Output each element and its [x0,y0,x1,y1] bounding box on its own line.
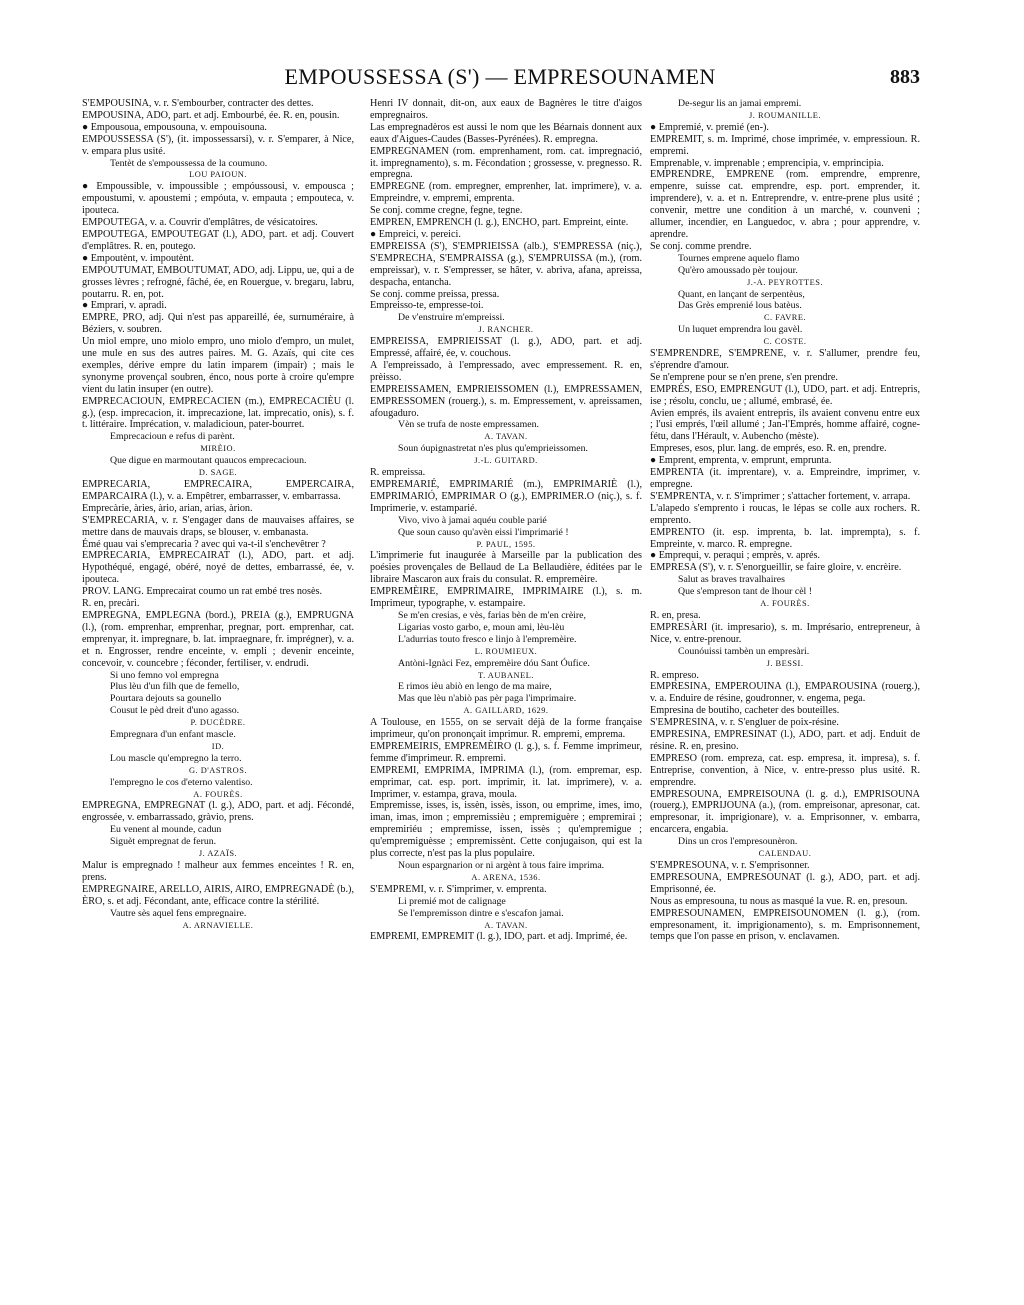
citation-author: J. BESSI. [766,658,804,668]
quotation-line: Dins un cros l'empresounèron. [678,836,798,848]
citation-author: A. ARNAVIELLE. [182,920,254,930]
dictionary-entry: Empresina de boutiho, cacheter des bouteilles. [650,705,840,717]
page-header [80,64,920,94]
quotation-line: Das Grès emprenié lous batèus. [678,300,802,312]
dictionary-entry: Avien emprés, ils avaient entrepris, ils avaient convenu entre eux ; l'usi emprés, l'œil allumé ; Jan-l'Emprés, homme affairé, cogne-fétu, dans l'Hérault, v. Aubencho (mèste). [650,407,920,443]
citation-author: LOU PAIOUN. [189,170,247,180]
citation-author: A. FOURÈS. [760,599,810,609]
dictionary-entry: EMPRECARIA, EMPRECAIRA, EMPERCAIRA, EMPARCAIRA (l.), v. a. Empêtrer, embarrasser, v. embarrassa. [82,479,354,502]
dictionary-entry: EMPRECARIA, EMPRECAIRAT (l.), ADO, part. et adj. Hypothéqué, engagé, obéré, noyé de dettes, embarrassé, ée, v. ipouteca. [82,550,354,586]
dictionary-entry: ● Empreici, v. pereici. [370,228,461,240]
dictionary-entry: EMPREMI, EMPRIMA, IMPRIMA (l.), (rom. empremar, esp. emprimar, cat. esp. port. imprimir, it. lat. imprimere), v. a. Imprimer, v. estampa, grava, moula. [370,764,642,800]
dictionary-entry: EMPRESÀRI (it. impresario), s. m. Imprésario, entrepreneur, à Nice, v. entre-prenour. [650,621,920,645]
dictionary-entry: S'EMPRESOUNA, v. r. S'emprisonner. [650,860,810,871]
quotation-line: Soun óupignastretat n'es plus qu'emprieissomen. [398,443,588,455]
dictionary-entry: EMPRESA (S'), v. r. S'enorgueillir, se faire gloire, v. encrèire. [650,562,902,574]
quotation-line: Emprecacioun e refus di parènt. [110,431,235,443]
dictionary-entry: ● Empousoua, empousouna, v. empouisouna. [82,121,267,133]
quotation-line: Tournes emprene aquelo flamo [678,252,800,264]
quotation-line: Eu venent al mounde, cadun [110,824,222,836]
dictionary-entry: EMPRESOUNA, EMPREISOUNA (l. g. d.), EMPRISOUNA (rouerg.), EMPRIJOUNA (a.), (rom. empreisonar, apresonar, cat. empresonar, it. imprigionare), v. a. Emprisonner, v. embarra, encarcera, engabia. [650,788,920,836]
column-middle [370,98,642,1278]
quotation-line: Empregnara d'un enfant mascle. [110,729,236,741]
dictionary-entry: A Toulouse, en 1555, on se servait déjà de la forme française imprimeur, qu'on prononçait imprimur. R. empremi, emprema. [370,717,642,741]
dictionary-entry: ● Empoussible, v. impoussible ; empóussousi, v. empousca ; empoustumi, v. apoustemi ; empóuta, v. empauta ; empouteca, v. ipouteca. [82,181,354,217]
citation-author: T. AUBANEL. [478,670,534,680]
dictionary-entry: EMPREN, EMPRENCH (l. g.), ENCHO, part. Empreint, einte. [370,217,629,229]
dictionary-entry: Empreisso-te, empresse-toi. [370,300,484,312]
citation-author: J. AZAÏS. [198,849,238,859]
citation-author: D. SAGE. [198,468,238,478]
dictionary-entry: R. empreissa. [370,467,426,479]
dictionary-entry: Nous as empresouna, tu nous as masqué la vue. R. en, presoun. [650,895,908,907]
dictionary-entry: Émé quau vai s'emprecaria ? avec qui va-t-il s'enchevêtrer ? [82,538,326,550]
quotation-line: Que soun causo qu'avèn eissi l'imprimarié ! [398,526,569,538]
quotation-line: Vautre sès aquel fens empregnaire. [110,907,247,919]
quotation-line: Plus lèu d'un filh que de femello, [110,681,240,693]
quotation-line: Se m'en cresias, e vès, farias bèn de m'en crèire, [398,609,586,621]
citation-author: ID. [211,741,225,751]
dictionary-entry: EMPRESO (rom. empreza, cat. esp. empresa, it. impresa), s. f. Entreprise, convention, à Nice, v. entre-presso plus usité. R. emprendre. [650,752,920,788]
citation-author: G. D'ASTROS. [188,765,247,775]
dictionary-entry: ● Emprent, emprenta, v. emprunt, emprunta. [650,455,832,467]
dictionary-entry: EMPREISSAMEN, EMPRIEISSOMEN (l.), EMPRESSAMEN, EMPRESSOMEN (rouerg.), s. m. Empressement, v. apreissamen, afougaduro. [370,383,642,419]
dictionary-entry: EMPOUSSESSA (S'), (it. impossessarsi), v. r. S'emparer, à Nice, v. empara plus usité. [82,133,354,157]
dictionary-entry: S'EMPRENDRE, S'EMPRENE, v. r. S'allumer, prendre feu, s'éprendre d'amour. [650,348,920,371]
quotation-line: Tentèt de s'empoussessa de la coumuno. [110,157,268,169]
page-number: 883 [890,66,920,88]
dictionary-entry: EMPRENTA (it. imprentare), v. a. Empreindre, imprimer, v. empregne. [650,467,920,490]
dictionary-entry: EMPREGNA, EMPLEGNA (bord.), PREIA (g.), EMPRUGNA (l.), (rom. emprenhar, emprenhar, pregnar, port. emprenhar, cat. emprenyar, it. impregnare, b. lat. impraegnare, fr. imprégner), v. a. et n. Engrosser, rendre enceinte, v. empli ; devenir enceinte, concevoir, v. councebre ; féconder, fertiliser, v. endrudi. [82,609,354,669]
dictionary-entry: EMPRESOUNA, EMPRESOUNAT (l. g.), ADO, part. et adj. Emprisonné, ée. [650,871,920,895]
citation-author: A. GAILLARD, 1629. [463,706,549,716]
dictionary-entry: Se conj. comme preissa, pressa. [370,288,500,300]
dictionary-entry: L'imprimerie fut inaugurée à Marseille par la publication des poésies provençales de Bellaud de La Bellaudière, éditées par le libraire Mascaron aux frais du consulat. R. empremèire. [370,550,642,586]
dictionary-entry: S'EMPRESINA, v. r. S'engluer de poix-résine. [650,717,839,729]
dictionary-entry: EMPRÉS, ESO, EMPRENGUT (l.), UDO, part. et adj. Entrepris, ise ; résolu, conclu, ue ; allumé, embrasé, ée. [650,383,920,407]
dictionary-entry: Emprecàrie, àries, àrio, arian, arias, àrion. [82,502,253,514]
dictionary-entry: EMPOUTEGA, v. a. Couvrir d'emplâtres, de vésicatoires. [82,217,318,229]
dictionary-entry: EMPOUSINA, ADO, part. et adj. Embourbé, ée. R. en, pousin. [82,109,340,121]
dictionary-entry: S'EMPRENTA, v. r. S'imprimer ; s'attacher fortement, v. arrapa. [650,490,911,502]
dictionary-entry: Se conj. comme cregne, fegne, tegne. [370,205,523,217]
dictionary-entry: EMPRENDRE, EMPRENE (rom. emprendre, emprenre, empenre, suisse cat. emprendre, esp. port. emprender, it. imprendere), v. a. et n. Entreprendre, v. entre-prene plus usité ; convenir, mettre une condition à un marché, v. counveni ; allumer, incendier, en Languedoc, v. abra ; pour apprendre, v. aprendre. [650,169,920,240]
citation-author: L. ROUMIEUX. [474,646,538,656]
quotation-line: Que s'empreson tant de lhour cèl ! [678,586,812,598]
dictionary-entry: Se n'emprene pour se n'en prene, s'en prendre. [650,371,838,383]
quotation-line: E rimos ièu abiò en lengo de ma maire, [398,681,552,693]
quotation-line: Counóuissi tambèn un empresàri. [678,645,810,657]
quotation-line: Un luquet emprendra lou gavèl. [678,324,803,336]
dictionary-entry: EMPREGNE (rom. empregner, emprenher, lat. imprimere), v. a. Empreindre, v. empremi, emprenta. [370,181,642,205]
quotation-line: Vèn se trufa de noste empressamen. [398,419,539,431]
dictionary-entry: EMPREGNAMEN (rom. emprenhament, rom. cat. impregnació, it. impregnamento), s. m. Fécondation ; grossesse, v. pregnesso. R. empregna. [370,145,642,181]
dictionary-entry: S'EMPREMI, v. r. S'imprimer, v. emprenta. [370,883,547,895]
citation-author: P. DUCÈDRE. [190,718,246,728]
dictionary-entry: ● Empremié, v. premié (en-). [650,121,769,133]
quotation-line: Vivo, vivo à jamai aquéu couble parié [398,514,547,526]
citation-author: J.-A. PEYROTTES. [747,277,823,287]
dictionary-entry: EMPREMÈIRE, EMPRIMAIRE, IMPRIMAIRE (l.), s. m. Imprimeur, typographe, v. estampaire. [370,586,642,610]
quotation-line: Qu'èro amoussado pèr toujour. [678,264,798,276]
dictionary-entry: R. empreso. [650,669,699,681]
citation-author: A. FOURÈS. [193,789,243,799]
dictionary-entry: EMPREGNA, EMPREGNAT (l. g.), ADO, part. et adj. Fécondé, engrossée, v. embarrassado, gràvio, prens. [82,800,354,824]
quotation-line: Quant, en lançant de serpentèus, [678,288,805,300]
dictionary-entry: EMPREGNAIRE, ARELLO, AIRIS, AIRO, EMPREGNADÈ (b.), ÈRO, s. et adj. Fécondant, ante, efficace contre la stérilité. [82,883,354,907]
dictionary-entry: Emprenable, v. imprenable ; emprencipia, v. emprincipia. [650,157,884,169]
quotation-line: Salut as braves travalhaires [678,574,785,586]
dictionary-entry: PROV. LANG. Emprecairat coumo un rat embé tres nosès. [82,586,323,598]
column-right [650,98,920,1278]
dictionary-entry: EMPRECACIOUN, EMPRECACIEN (m.), EMPRECACIÈU (l. g.), (esp. imprecacion, it. imprecazione, lat. imprecatio, onis), s. f. t. littéraire. Imprécation, v. maladicioun, pater-bourret. [82,395,354,431]
dictionary-entry: S'EMPRECARIA, v. r. S'engager dans de mauvaises affaires, se mettre dans de mauvais draps, se blouser, v. embanasta. [82,514,354,538]
quotation-line: De v'enstruire m'empreissi. [398,312,505,324]
dictionary-entry: EMPRESINA, EMPRESINAT (l.), ADO, part. et adj. Enduit de résine. R. en, presino. [650,729,920,752]
quotation-line: Li premié mot de calignage [398,895,506,907]
dictionary-entry: EMPREMI, EMPREMIT (l. g.), IDO, part. et adj. Imprimé, ée. [370,931,628,943]
dictionary-entry: Malur is empregnado ! malheur aux femmes enceintes ! R. en, prens. [82,860,354,883]
dictionary-entry: ● Empoutènt, v. impoutènt. [82,252,194,264]
dictionary-entry: Las empregnadèros est aussi le nom que les Béarnais donnent aux eaux d'Aigues-Caudes (Basses-Pyrénées). R. empregna. [370,121,642,145]
citation-author: CALENDAU. [758,849,812,859]
dictionary-entry: A l'empreissado, à l'empressado, avec empressement. R. en, prèisso. [370,359,642,383]
page-title: EMPOUSSESSA (S') — EMPRESOUNAMEN [284,64,716,89]
dictionary-entry: EMPREMARIÉ, EMPRIMARIÉ (m.), EMPRIMARIÈ (l.), EMPRIMARIÓ, EMPRIMAR O (g.), EMPRIMER.O (niç.), s. f. Imprimerie, v. estamparié. [370,479,642,514]
citation-author: J.-L. GUITARD. [474,456,538,466]
quotation-line: Ligarias vosto garbo, e, moun ami, lèu-lèu [398,621,565,633]
dictionary-entry: R. en, presa. [650,609,701,621]
dictionary-entry: S'EMPOUSINA, v. r. S'embourber, contracter des dettes. [82,98,314,109]
citation-author: A. TAVAN. [484,432,528,442]
quotation-line: L'adurrias touto fresco e linjo à l'empremèire. [398,633,577,645]
citation-author: J. RANCHER. [478,325,534,335]
citation-author: P. PAUL, 1595. [476,539,536,549]
dictionary-entry: Se conj. comme prendre. [650,240,752,252]
quotation-line: Noun espargnarion or ni argènt à tous faire imprima. [398,860,605,871]
citation-author: A. ARENA, 1536. [471,872,541,882]
quotation-line: Cousut le pèd dreit d'uno agasso. [110,705,240,717]
dictionary-entry: Henri IV donnait, dit-on, aux eaux de Bagnères le titre d'aigos empregnairos. [370,98,642,121]
quotation-line: l'empregno le cos d'eterno valentiso. [110,776,253,788]
quotation-line: Pourtara dejouts sa gounello [110,693,222,705]
dictionary-entry: ● Emprequi, v. peraqui ; emprès, v. aprés. [650,550,821,562]
dictionary-entry: Un miol empre, uno miolo empro, uno miolo d'empro, un mulet, une mule en sus des autres paires. M. G. Azaïs, qui cite ces exemples, dérive empre du latin imparem (impair) ; mais le synonyme provençal soubren, énco, nous porte à croire qu'empre vient du latin insuper (en outre). [82,336,354,395]
dictionary-entry: EMPRE, PRO, adj. Qui n'est pas appareillé, ée, surnuméraire, à Béziers, v. soubren. [82,312,354,336]
quotation-line: Se l'empremisson dintre e s'escafon jamai. [398,907,564,919]
quotation-line: Si uno femno vol empregna [110,669,219,681]
dictionary-entry: EMPRESOUNAMEN, EMPREISOUNOMEN (l. g.), (rom. empresonament, it. imprigionamento), s. m. Emprisonnement, temps que l'on passe en prison, v. enclavamen. [650,907,920,943]
citation-author: C. COSTE. [763,337,807,347]
dictionary-entry: EMPREISSA, EMPRIEISSAT (l. g.), ADO, part. et adj. Empressé, affairé, ée, v. couchous. [370,336,642,360]
quotation-line: Lou mascle qu'empregno la terro. [110,752,242,764]
dictionary-entry: EMPOUTEGA, EMPOUTEGAT (l.), ADO, part. et adj. Couvert d'emplâtres. R. en, poutego. [82,228,354,252]
dictionary-entry: L'alapedo s'emprento i roucas, le lépas se colle aux rochers. R. emprento. [650,502,920,526]
quotation-line: Antòni-Ignàci Fez, empremèire dóu Sant Óufice. [398,657,590,669]
dictionary-entry: EMPREISSA (S'), S'EMPRIEISSA (alb.), S'EMPRESSA (niç.), S'EMPRECHA, S'EMPRAISSA (g.), S'EMPRUISSA (m.), (rom. empreissar), v. r. S'empresser, se hâter, v. abriva, afana, apreissa, despacha, entancha. [370,240,642,288]
citation-author: MIRÈIO. [200,444,236,454]
dictionary-entry: ● Emprari, v. apradi. [82,300,167,312]
dictionary-entry: Empremisse, isses, is, issèn, issès, isson, ou emprime, imes, imo, iman, imas, imon ; empremissièu ; empremiguère ; empremirai ; empremiriéu ; empremisse, issen, issès ; qu'empremigue ; qu'empremiguèsse ; empremissènt. Cette conjugaison, qui est la plus correcte, n'est pas la plus populaire. [370,800,642,860]
dictionary-entry: EMPRESINA, EMPEROUINA (l.), EMPAROUSINA (rouerg.), v. a. Enduire de résine, goudronner, v. engema, pega. [650,681,920,705]
quotation-line: Mas que lèu n'abiò pas pèr paga l'imprimaire. [398,693,577,705]
citation-author: A. TAVAN. [484,920,528,930]
dictionary-entry: EMPREMIT, s. m. Imprimé, chose imprimée, v. empressioun. R. empremi. [650,133,920,157]
dictionary-entry: EMPOUTUMAT, EMBOUTUMAT, ADO, adj. Lippu, ue, qui a de grosses lèvres ; refrogné, fâché, ée, en Rouergue, v. bregaru, labru, poutarru. R. en, pot. [82,264,354,300]
quotation-line: De-segur lis an jamai empremi. [678,98,802,109]
dictionary-entry: EMPREMEIRIS, EMPREMÈIRO (l. g.), s. f. Femme imprimeur, femme d'imprimeur. R. empremi. [370,740,642,764]
dictionary-entry: Empreses, esos, plur. lang. de emprés, eso. R. en, prendre. [650,443,887,455]
column-left [82,98,354,1278]
citation-author: J. ROUMANILLE. [749,110,821,120]
citation-author: C. FAVRE. [763,313,807,323]
dictionary-entry: EMPRENTO (it. esp. imprenta, b. lat. imprempta), s. f. Empreinte, v. marco. R. empregne. [650,526,920,550]
quotation-line: Siguèt empregnat de ferun. [110,836,217,848]
quotation-line: Que digue en marmoutant quaucos emprecacioun. [110,455,307,467]
dictionary-entry: R. en, precàri. [82,598,140,610]
